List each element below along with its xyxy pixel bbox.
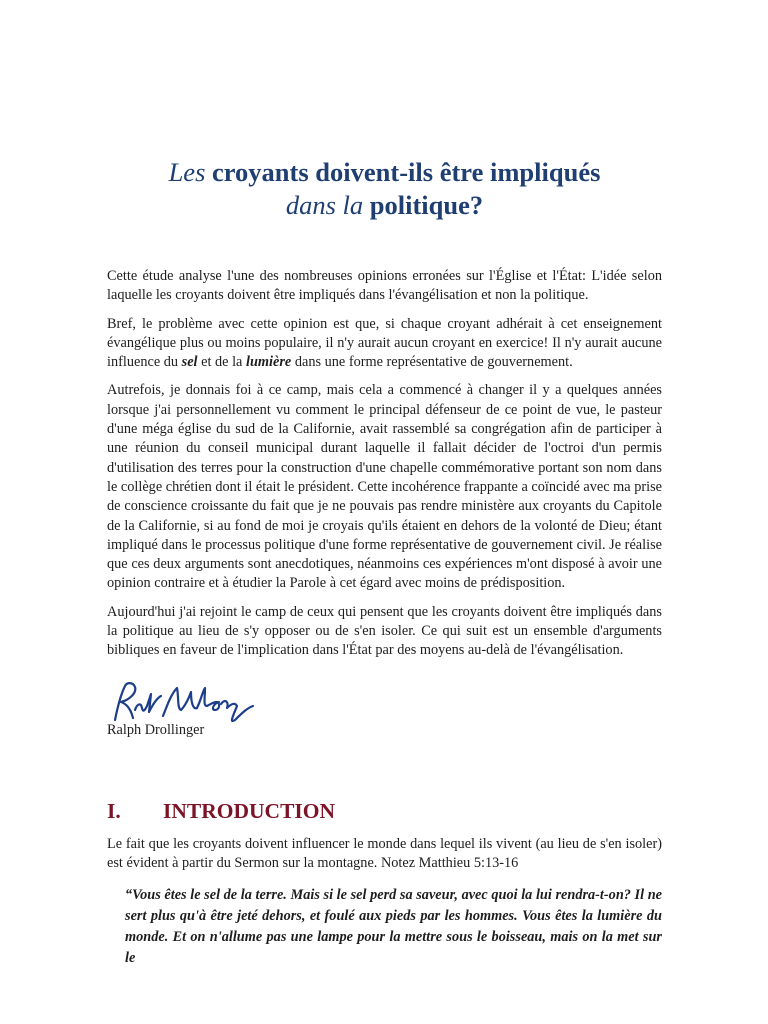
emphasis-lumiere: lumière xyxy=(245,354,292,371)
paragraph-1: Cette étude analyse l'une des nombreuses opinions erronées sur l'Église et l'État: L'idée selon laquelle les croyants doivent être impliqués dans l'évangélisation et non la politique. xyxy=(107,268,662,304)
opening-paragraphs xyxy=(107,267,662,670)
paragraph-2-text-c: dans une forme représentative de gouvernement. xyxy=(291,354,573,371)
intro-paragraph-block xyxy=(107,835,662,883)
paragraph-3: Autrefois, je donnais foi à ce camp, mais cela a commencé à changer il y a quelques années lorsque j'ai personnellement vu comment le principal défenseur de ce point de vue, le pasteur d'une méga église du sud de la Californie, avait rassemblé sa congrégation afin de participer à une réunion du conseil municipal durant laquelle il fallait décider de l'octroi d'un permis d'utilisation des terres pour la construction d'une chapelle commémorative portant son nom dans le collège chrétien dont il était le président. Cette incohérence frappante a coïncidé avec ma prise de conscience croissante du fait que je ne pouvais pas rendre ministère aux croyants du Capitole de la Californie, si au fond de moi je croyais qu'ils étaient en dehors de la volonté de Dieu; étant impliqué dans le processus politique d'une forme représentative de gouvernement civil. Je réalise que ces deux arguments sont anecdotiques, néanmoins ces expériences m'ont disposé à avoir une opinion contraire et à étudier la Parole à cet égard avec moins de prédisposition. xyxy=(107,382,662,592)
title-text-2: politique? xyxy=(363,190,484,220)
scripture-quote: “Vous êtes le sel de la terre. Mais si le sel perd sa saveur, avec quoi la lui rendra-t-on? Il ne sert plus qu'à être jeté dehors, et foulé aux pieds par les hommes. Vous êtes la lumière du monde. Et on n'allume pas une lampe pour la mettre sous le boisseau, mais on la met sur le xyxy=(125,887,662,966)
title-text-1: croyants doivent-ils être impliqués xyxy=(205,157,601,187)
handwritten-signature xyxy=(107,680,257,724)
signature-name: Ralph Drollinger xyxy=(107,722,205,738)
title-line-2 xyxy=(107,189,662,222)
paragraph-2 xyxy=(107,315,662,373)
section-title: INTRODUCTION xyxy=(163,799,336,823)
title-emphasis-1: Les xyxy=(168,157,206,187)
title-line-1 xyxy=(107,156,662,189)
paragraph-4: Aujourd'hui j'ai rejoint le camp de ceux qui pensent que les croyants doivent être impliqués dans la politique au lieu de s'y opposer ou de s'en isoler. Ce qui suit est un ensemble d'arguments bibliques en faveur de l'implication dans l'État par des moyens au-delà de l'évangélisation. xyxy=(107,603,662,659)
section-heading xyxy=(107,797,662,825)
paragraph-2-text-b: et de la xyxy=(197,354,246,371)
paragraph-2-text-a: Bref, le problème avec cette opinion est que, si chaque croyant adhérait à cet enseignement évangélique plus ou moins populaire, il n'y aurait aucun croyant en exercice! Il n'y aurait aucune influence du xyxy=(107,315,662,371)
title-emphasis-2: dans la xyxy=(285,190,364,220)
section-number: I. xyxy=(107,799,121,823)
document-title xyxy=(107,156,662,222)
intro-paragraph: Le fait que les croyants doivent influencer le monde dans lequel ils vivent (au lieu de s'en isoler) est évident à partir du Sermon sur la montagne. Notez Matthieu 5:13-16 xyxy=(107,836,662,872)
emphasis-sel: sel xyxy=(181,354,198,371)
